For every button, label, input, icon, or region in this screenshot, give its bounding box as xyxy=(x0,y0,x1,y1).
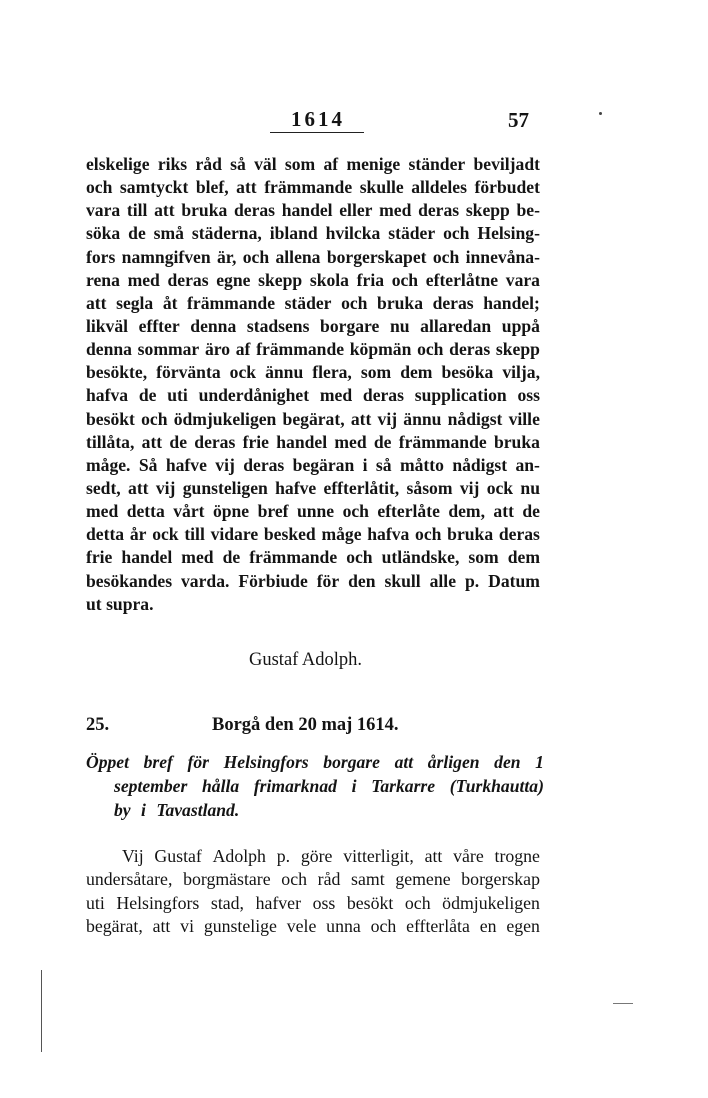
body-line: och samtyckt blef, att främmande skulle alldeles förbudet xyxy=(86,177,540,198)
body-line: besökte, förvänta ock ännu flera, som dem besöka vilja, xyxy=(86,362,540,383)
body-line: söka de små städerna, ibland hvilcka städer och Helsing- xyxy=(86,223,540,244)
body-line: likväl effter denna stadsens borgare nu allaredan uppå xyxy=(86,315,540,336)
decree-line: Vij Gustaf Adolph p. göre vitterligit, att våre trogne xyxy=(122,846,540,866)
body-line: måge. Så hafve vij deras begäran i så måtto nådigst an- xyxy=(86,454,540,475)
body-line: ut supra. xyxy=(86,593,154,614)
body-line: elskelige riks råd så väl som af menige ständer beviljadt xyxy=(86,154,540,174)
running-head-year: 1614 xyxy=(291,107,345,131)
body-line: rena med deras egne skepp skola fria och efterlåtne vara xyxy=(86,269,540,290)
summary-line: by i Tavastland. xyxy=(114,800,240,820)
body-line: vara till att bruka deras handel eller med deras skepp be- xyxy=(86,200,540,221)
body-line: denna sommar äro af främmande köpmän och deras skepp xyxy=(86,339,540,360)
margin-dot xyxy=(599,112,602,115)
running-head-rule xyxy=(270,132,364,133)
margin-dash xyxy=(613,1003,633,1004)
decree-text xyxy=(86,845,540,938)
margin-rule xyxy=(41,970,42,1052)
body-line: detta år ock till vidare besked måge hafva och bruka deras xyxy=(86,524,540,545)
body-line: hafva de uti underdånighet med deras supplication oss xyxy=(86,385,540,406)
body-line: fors namngifven är, och allena borgerskapet och innevåna- xyxy=(86,246,540,267)
page-number: 57 xyxy=(508,108,529,132)
document-number: 25. xyxy=(86,715,110,735)
body-line: besökt och ödmjukeligen begärat, att vij ännu nådigst ville xyxy=(86,408,540,429)
decree-line: begärat, att vi gunstelige vele unna och effterlåta en egen xyxy=(86,915,540,936)
summary-line: september hålla frimarknad i Tarkarre (Turkhautta) xyxy=(114,776,544,796)
document-heading: Borgå den 20 maj 1614. xyxy=(212,715,399,735)
body-text xyxy=(86,153,540,616)
body-line: tillåta, att de deras frie handel med de främmande bruka xyxy=(86,431,540,452)
body-line: besökandes varda. Förbiude för den skull alle p. Datum xyxy=(86,570,540,591)
document-summary xyxy=(86,750,544,822)
body-line: med detta vårt öpne bref unne och efterlåte dem, att de xyxy=(86,501,540,522)
decree-line: uti Helsingfors stad, hafver oss besökt och ödmjukeligen xyxy=(86,892,540,913)
summary-line: Öppet bref för Helsingfors borgare att årligen den 1 xyxy=(86,752,544,772)
body-line: att segla åt främmande städer och bruka deras handel; xyxy=(86,292,540,313)
body-line: frie handel med de främmande och utländske, som dem xyxy=(86,547,540,568)
body-line: sedt, att vij gunsteligen hafve effterlåtit, såsom vij ock nu xyxy=(86,477,540,498)
signature: Gustaf Adolph. xyxy=(249,650,363,670)
decree-line: undersåtare, borgmästare och råd samt gemene borgerskap xyxy=(86,869,540,890)
